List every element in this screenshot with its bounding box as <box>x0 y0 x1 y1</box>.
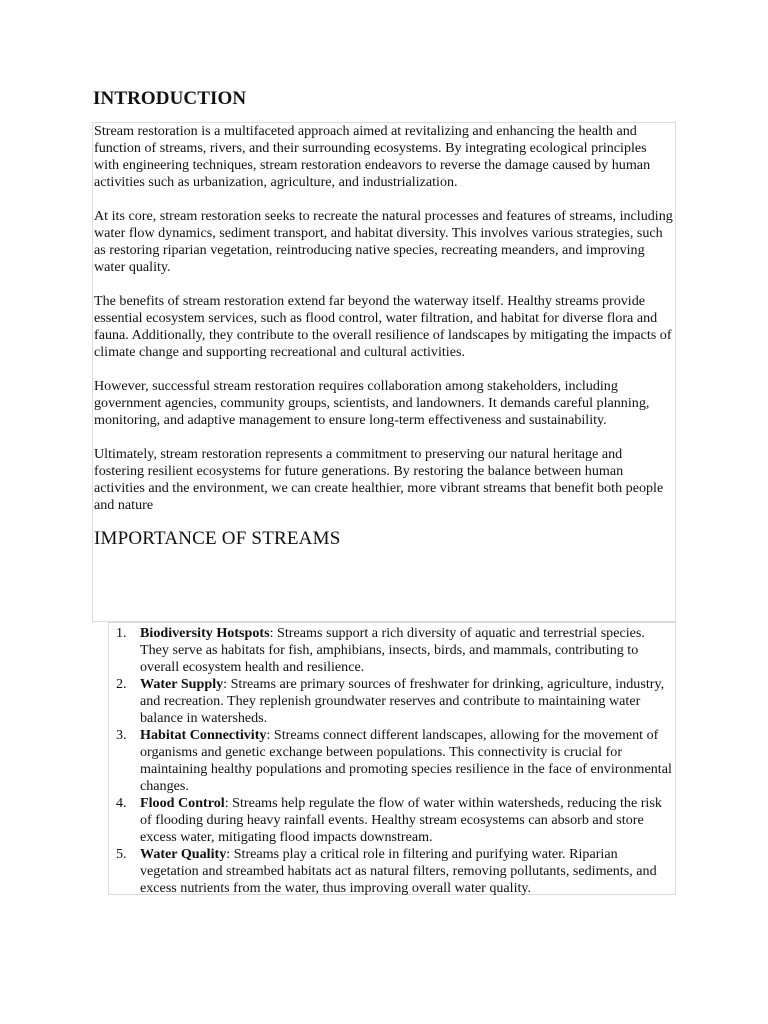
list-item-text: : Streams support a rich diversity of aquatic and terrestrial species. They serve as habitats for fish, amphibians, insects, birds, and mammals, contributing to overall ecosystem health and resilience. <box>140 625 645 675</box>
list-item-term: Biodiversity Hotspots <box>140 625 270 641</box>
list-item-number: 3. <box>116 727 127 743</box>
intro-paragraph-2: At its core, stream restoration seeks to recreate the natural processes and features of streams, including water flow dynamics, sediment transport, and habitat diversity. This involves various strategies, such as restoring riparian vegetation, reintroducing native species, recreating meanders, and improving water quality. <box>94 208 673 275</box>
intro-paragraph-3: The benefits of stream restoration extend far beyond the waterway itself. Healthy streams provide essential ecosystem services, such as flood control, water filtration, and habitat for diverse flora and fauna. Additionally, they contribute to the overall resilience of landscapes by mitigating the impacts of climate change and supporting recreational and cultural activities. <box>94 293 672 360</box>
list-item-text: : Streams are primary sources of freshwater for drinking, agriculture, industry, and recreation. They replenish groundwater reserves and contribute to maintaining water balance in watersheds. <box>140 676 665 726</box>
intro-paragraph-1: Stream restoration is a multifaceted approach aimed at revitalizing and enhancing the health and function of streams, rivers, and their surrounding ecosystems. By integrating ecological principles with engineering techniques, stream restoration endeavors to reverse the damage caused by human activities such as urbanization, agriculture, and industrialization. <box>94 123 651 190</box>
list-item <box>116 795 675 846</box>
list-item-number: 2. <box>116 676 127 692</box>
importance-list-box <box>108 622 676 895</box>
list-item-term: Flood Control <box>140 795 225 811</box>
list-item <box>116 846 675 897</box>
list-item-number: 1. <box>116 625 127 641</box>
introduction-heading: INTRODUCTION <box>93 88 247 109</box>
list-item <box>116 727 675 795</box>
intro-paragraph-4: However, successful stream restoration requires collaboration among stakeholders, including government agencies, community groups, scientists, and landowners. It demands careful planning, monitoring, and adaptive management to ensure long-term effectiveness and sustainability. <box>94 378 650 428</box>
list-item-term: Water Supply <box>140 676 224 692</box>
importance-list <box>109 623 675 897</box>
list-item-number: 5. <box>116 846 127 862</box>
importance-heading: IMPORTANCE OF STREAMS <box>94 528 341 549</box>
list-item <box>116 625 675 676</box>
list-item-text: : Streams connect different landscapes, allowing for the movement of organisms and genetic exchange between populations. This connectivity is crucial for maintaining healthy populations and promoting species resilience in the face of environmental changes. <box>140 727 672 794</box>
intro-paragraph-5: Ultimately, stream restoration represents a commitment to preserving our natural heritage and fostering resilient ecosystems for future generations. By restoring the balance between human activities and the environment, we can create healthier, more vibrant streams that benefit both people and nature <box>94 446 664 513</box>
introduction-text-box <box>92 122 676 622</box>
list-item-term: Water Quality <box>140 846 227 862</box>
list-item-term: Habitat Connectivity <box>140 727 267 743</box>
list-item-text: : Streams help regulate the flow of water within watersheds, reducing the risk of flooding during heavy rainfall events. Healthy stream ecosystems can absorb and store excess water, mitigating flood impacts downstream. <box>140 795 662 845</box>
list-item <box>116 676 675 727</box>
list-item-text: : Streams play a critical role in filtering and purifying water. Riparian vegetation and streambed habitats act as natural filters, removing pollutants, sediments, and excess nutrients from the water, thus improving overall water quality. <box>140 846 657 896</box>
list-item-number: 4. <box>116 795 127 811</box>
